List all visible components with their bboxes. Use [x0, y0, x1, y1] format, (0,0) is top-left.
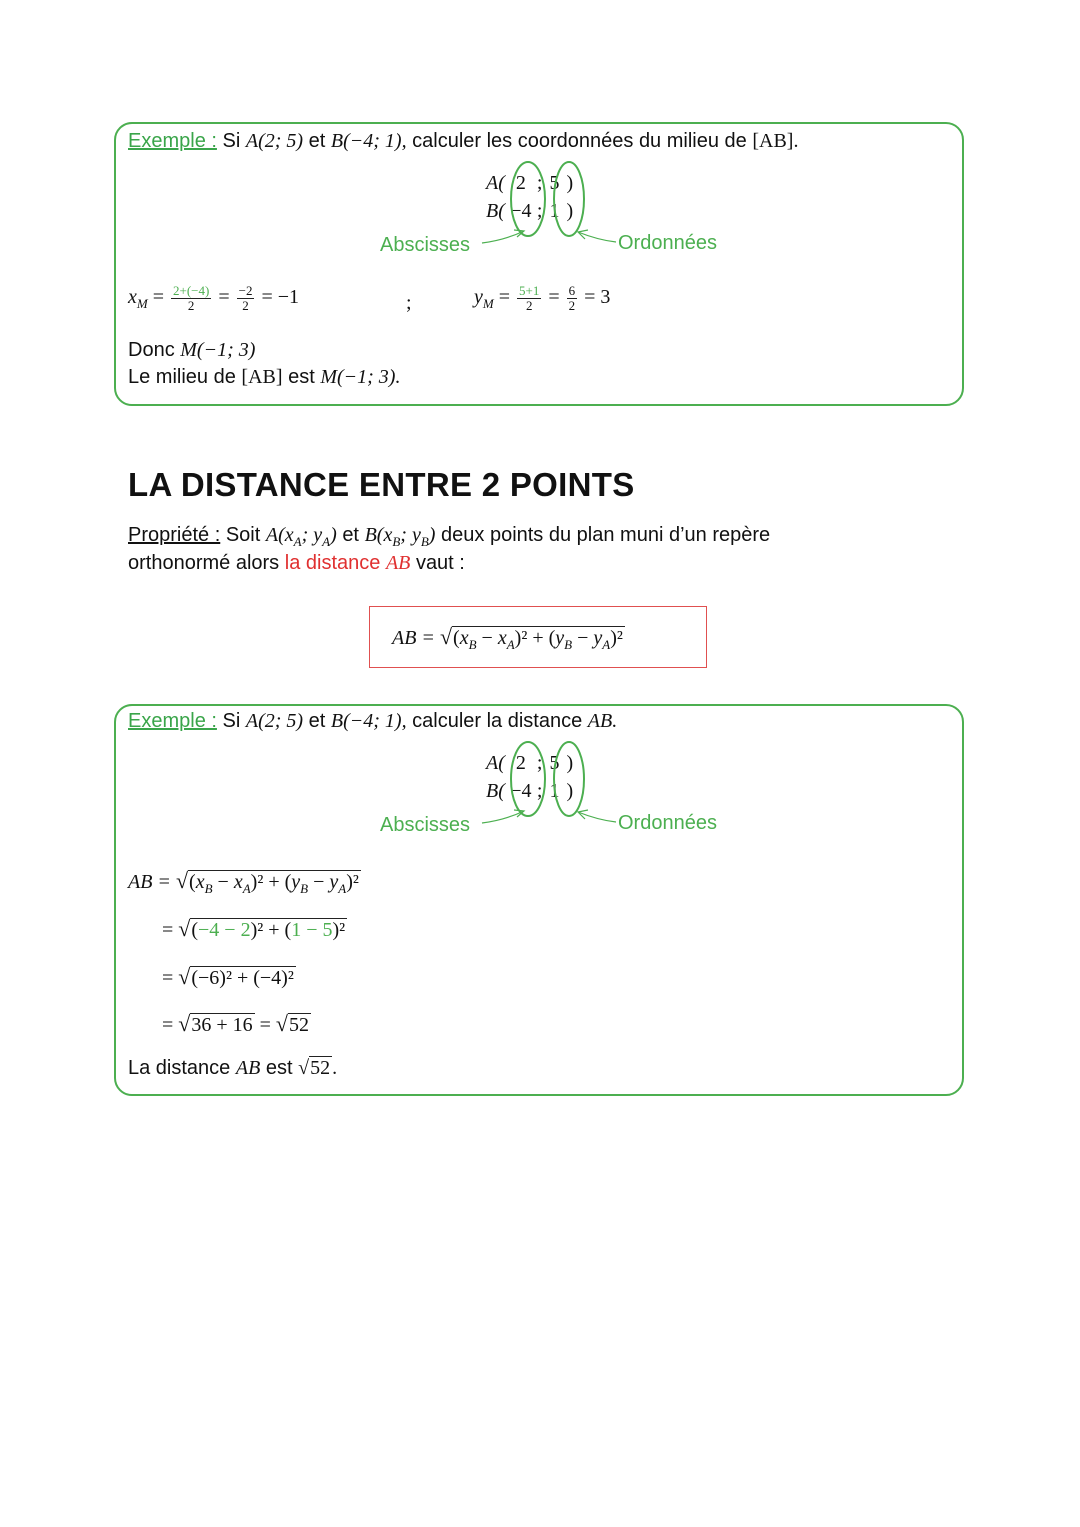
ordinate-ellipse — [554, 742, 584, 816]
example1-statement: Exemple : Si A(2; 5) et B(−4; 1), calculer les coordonnées du milieu de [AB]. — [128, 130, 799, 152]
step1: AB = $√(x_B - x_A)^2 + (y_B - y_A)^2$ — [128, 868, 359, 896]
abscisses-label: Abscisses — [380, 814, 471, 836]
property-line2: orthonormé alors la distance AB vaut : — [128, 552, 465, 574]
example-label: Exemple : — [128, 130, 217, 152]
ym-fraction: $\frac{5+1}{2}$ — [519, 283, 540, 313]
property-label: Propriété : — [128, 524, 221, 546]
xm-calculation: $x_M$ = $\frac{2+(-4)}{2}$ = $\frac{-2}{2}$ = −1 — [128, 283, 300, 313]
coord-row-a: A( 2 ; 5 ) — [486, 172, 574, 194]
coord-row-b: B( −4 ; 1 ) — [486, 780, 574, 802]
point-b: B(−4; 1), — [330, 130, 407, 152]
donc-line: Donc M(−1; 3) — [128, 339, 256, 361]
abscisses-label: Abscisses — [380, 234, 471, 256]
ym-calculation: $y_M$ = $\frac{5+1}{2}$ = $\frac{6}{2}$ = 3 — [474, 283, 611, 313]
distance-formula: AB = $√(x_B - x_A)^2 + (y_B - y_A)^2$ — [392, 624, 623, 652]
coord-row-b: B( −4 ; 1 ) — [486, 200, 574, 222]
xm-fraction: $\frac{2+(-4)}{2}$ — [173, 283, 210, 313]
abscissa-ellipse — [511, 742, 545, 816]
ordonnees-label: Ordonnées — [618, 232, 717, 254]
example-label: Exemple : — [128, 710, 217, 732]
ordonnees-label: Ordonnées — [618, 812, 717, 834]
separator: ; — [406, 292, 412, 314]
step2: = √(−4 − 2)² + (1 − 5)² — [162, 916, 346, 941]
segment-ab: [AB]. — [752, 130, 799, 152]
property-line1: Propriété : Soit $A(x_A$; $y_A$) et $B(x_B$; $y_B$) deux points du plan muni d’un repère — [128, 524, 771, 549]
point-a: A(2; 5) — [245, 130, 304, 152]
section-title: LA DISTANCE ENTRE 2 POINTS — [128, 466, 635, 503]
distance-conclusion: La distance AB est √52 . — [128, 1057, 338, 1079]
coord-row-a: A( 2 ; 5 ) — [486, 752, 574, 774]
formula-radicand: $(x_B - x_A)^2 + (y_B - y_A)^2$ — [453, 627, 623, 652]
step4: = √36 + 16 = √52 — [162, 1011, 309, 1036]
midpoint-conclusion: Le milieu de [AB] est M(−1; 3). — [128, 366, 401, 388]
step3: = √(−6)² + (−4)² — [162, 964, 294, 989]
example2-statement: Exemple : Si A(2; 5) et B(−4; 1), calculer la distance AB. — [128, 710, 618, 732]
distance-highlight: la distance AB — [284, 552, 411, 574]
